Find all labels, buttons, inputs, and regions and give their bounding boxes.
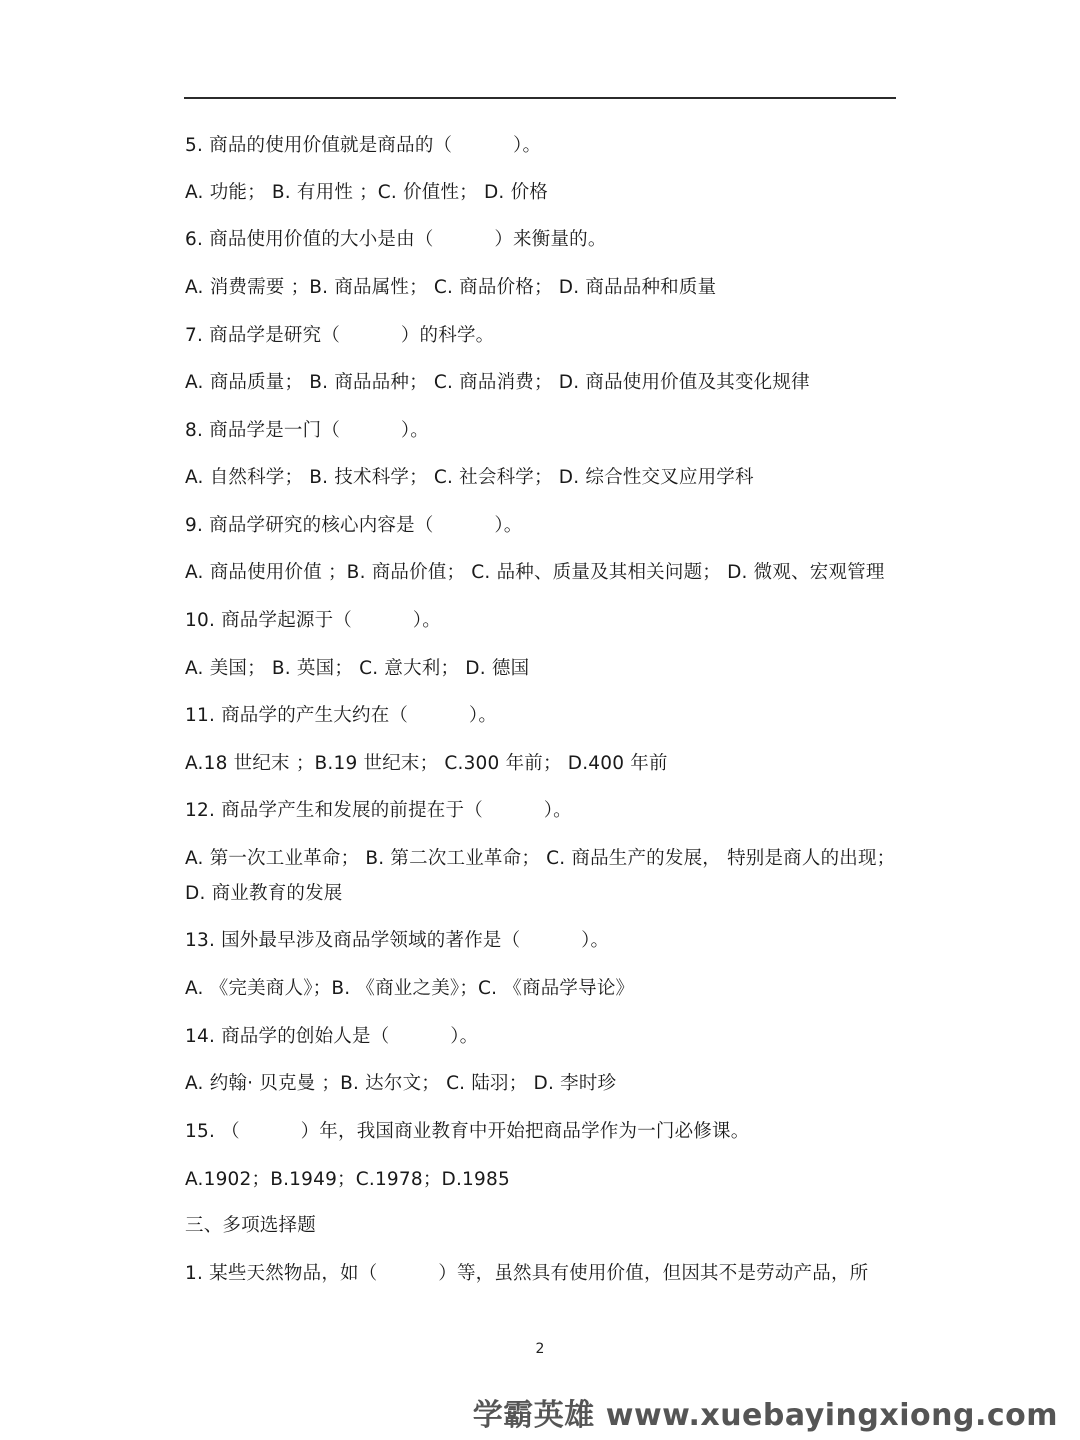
options-9: A. 商品使用价值 ；B. 商品价值； C. 品种、质量及其相关问题； D. 微观、宏观管理 [185, 562, 885, 583]
question-6: 6. 商品使用价值的大小是由（ ）来衡量的。 [185, 229, 607, 250]
page-number: 2 [535, 1341, 545, 1357]
question-13: 13. 国外最早涉及商品学领域的著作是（ ）。 [185, 930, 610, 951]
options-12-cont: D. 商业教育的发展 [185, 883, 343, 904]
question-11: 11. 商品学的产生大约在（ ）。 [185, 705, 498, 726]
question-7: 7. 商品学是研究（ ）的科学。 [185, 325, 495, 346]
question-14: 14. 商品学的创始人是（ ）。 [185, 1026, 479, 1047]
options-6: A. 消费需要 ；B. 商品属性； C. 商品价格； D. 商品品种和质量 [185, 277, 717, 298]
options-7: A. 商品质量； B. 商品品种； C. 商品消费； D. 商品使用价值及其变化规律 [185, 372, 810, 393]
options-5: A. 功能； B. 有用性 ；C. 价值性； D. 价格 [185, 182, 548, 203]
question-9: 9. 商品学研究的核心内容是（ ）。 [185, 515, 523, 536]
options-11: A.18 世纪末 ；B.19 世纪末； C.300 年前； D.400 年前 [185, 753, 668, 774]
question-5: 5. 商品的使用价值就是商品的（ ）。 [185, 135, 542, 156]
question-12: 12. 商品学产生和发展的前提在于（ ）。 [185, 800, 572, 821]
header-rule [184, 97, 896, 99]
question-8: 8. 商品学是一门（ ）。 [185, 420, 429, 441]
options-12: A. 第一次工业革命； B. 第二次工业革命； C. 商品生产的发展， 特别是商人的出现； [185, 848, 896, 869]
options-10: A. 美国； B. 英国； C. 意大利； D. 德国 [185, 658, 530, 679]
options-14: A. 约翰· 贝克曼 ；B. 达尔文； C. 陆羽； D. 李时珍 [185, 1073, 617, 1094]
multi-question-1: 1. 某些天然物品，如（ ）等，虽然具有使用价值，但因其不是劳动产品，所 [185, 1263, 869, 1284]
question-15: 15. （ ）年，我国商业教育中开始把商品学作为一门必修课。 [185, 1121, 750, 1142]
options-13: A. 《完美商人》；B. 《商业之美》；C. 《商品学导论》 [185, 978, 635, 999]
section-heading: 三、多项选择题 [185, 1215, 316, 1236]
options-15: A.1902；B.1949；C.1978；D.1985 [185, 1169, 510, 1190]
options-8: A. 自然科学； B. 技术科学； C. 社会科学； D. 综合性交叉应用学科 [185, 467, 754, 488]
question-10: 10. 商品学起源于（ ）。 [185, 610, 441, 631]
site-watermark: 学霸英雄 www.xuebayingxiong.com [472, 1398, 1058, 1433]
